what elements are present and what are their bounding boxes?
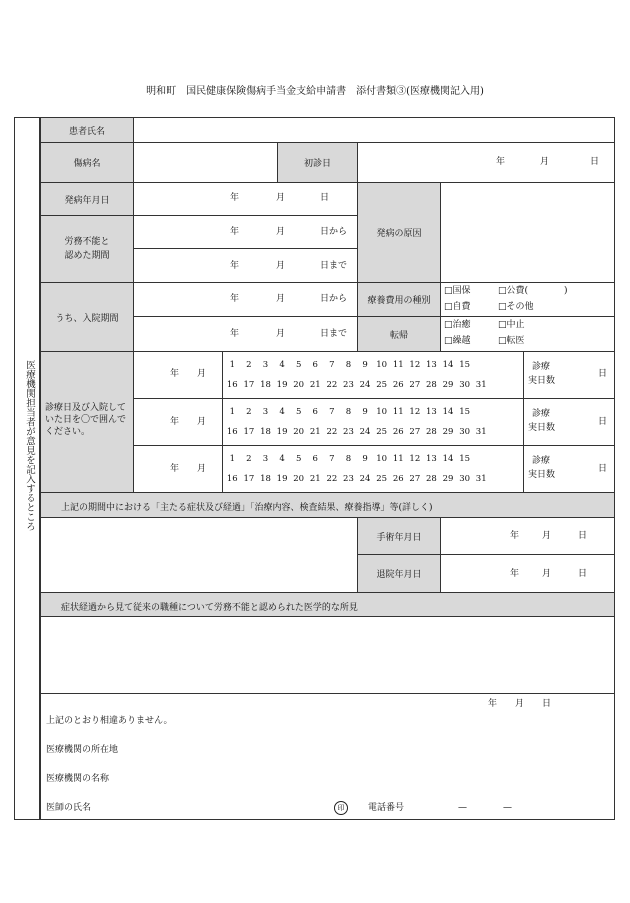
discharge-date-field[interactable] <box>440 554 615 593</box>
option-kouhi[interactable]: □公費( ) <box>498 286 568 296</box>
certify-text: 上記のとおり相違ありません。 <box>46 716 173 726</box>
days-row-2b: 16 17 18 19 20 21 22 23 24 25 26 27 28 29 30 31 <box>226 427 487 437</box>
discharge-date-label: 退院年月日 <box>357 554 441 593</box>
option-kokuho[interactable]: □国保 <box>444 286 471 296</box>
visit-days-label: 診療日及び入院していた日を〇で囲んでください。 <box>40 351 134 493</box>
visit-count-label1: 診療 <box>532 456 551 466</box>
days-row-3b: 16 17 18 19 20 21 22 23 24 25 26 27 28 29 30 31 <box>226 474 487 484</box>
incap-to-month: 月 <box>276 261 286 271</box>
doctor-name-label[interactable]: 医師の氏名 <box>46 803 92 813</box>
visit-count-unit: 日 <box>598 369 608 379</box>
hosp-to-label: 日まで <box>320 329 348 339</box>
discharge-day: 日 <box>578 569 588 579</box>
phone-label[interactable]: 電話番号 <box>368 803 405 813</box>
visit-count-unit: 日 <box>598 464 608 474</box>
visit-count-label1: 診療 <box>532 409 551 419</box>
outcome-label: 転帰 <box>357 316 441 352</box>
incap-to-year: 年 <box>230 261 240 271</box>
discharge-month: 月 <box>542 569 552 579</box>
patient-name-label: 患者氏名 <box>40 117 134 143</box>
onset-cause-label: 発病の原因 <box>357 182 441 283</box>
first-visit-year: 年 <box>496 157 506 167</box>
onset-cause-field[interactable] <box>440 182 615 283</box>
month-row-days[interactable] <box>222 351 524 399</box>
first-visit-field[interactable] <box>357 142 615 183</box>
side-label: 医療機関担当者が意見を記入するところ <box>24 360 35 531</box>
first-visit-day: 日 <box>590 157 600 167</box>
days-row-1b: 16 17 18 19 20 21 22 23 24 25 26 27 28 29 30 31 <box>226 380 487 390</box>
visit-count-label2: 実日数 <box>528 470 556 480</box>
seal-mark: 印 <box>334 801 348 815</box>
onset-date-label: 発病年月日 <box>40 182 134 216</box>
visit-count-label2: 実日数 <box>528 376 556 386</box>
visit-count-label2: 実日数 <box>528 423 556 433</box>
days-row-1a: 1 2 3 4 5 6 7 8 9 10 11 12 13 14 15 <box>229 360 471 370</box>
month-row-days[interactable] <box>222 445 524 493</box>
sign-date: 年 月 日 <box>488 699 552 709</box>
first-visit-label: 初診日 <box>277 142 358 183</box>
disease-name-field[interactable] <box>133 142 278 183</box>
hosp-from-label: 日から <box>320 294 348 304</box>
patient-name-field[interactable] <box>133 117 615 143</box>
surgery-date-field[interactable] <box>440 517 615 555</box>
option-continue[interactable]: □繰越 <box>444 336 471 346</box>
phone-dashes: — — <box>458 803 513 813</box>
hosp-to-year: 年 <box>230 329 240 339</box>
opinion-field[interactable] <box>40 616 615 694</box>
incap-from-month: 月 <box>276 227 286 237</box>
signature-area <box>40 693 615 820</box>
facility-name-label[interactable]: 医療機関の名称 <box>46 774 110 784</box>
discharge-year: 年 <box>510 569 520 579</box>
disease-name-label: 傷病名 <box>40 142 134 183</box>
month-row-ym-text: 年 月 <box>170 464 207 474</box>
visit-count-label1: 診療 <box>532 362 551 372</box>
option-transfer[interactable]: □転医 <box>498 336 525 346</box>
surgery-date-label: 手術年月日 <box>357 517 441 555</box>
symptoms-header: 上記の期間中における「主たる症状及び経過」「治療内容、検査結果、療養指導」等(詳しく) <box>40 492 615 518</box>
option-jihi[interactable]: □自費 <box>444 302 471 312</box>
opinion-header: 症状経過から見て従来の職種について労務不能と認められた医学的な所見 <box>40 592 615 617</box>
option-other[interactable]: □その他 <box>498 302 534 312</box>
days-row-2a: 1 2 3 4 5 6 7 8 9 10 11 12 13 14 15 <box>229 407 471 417</box>
month-row-ym-text: 年 月 <box>170 417 207 427</box>
incapacity-period-label: 労務不能と 認めた期間 <box>40 215 134 283</box>
first-visit-month: 月 <box>540 157 550 167</box>
month-row-ym-text: 年 月 <box>170 369 207 379</box>
hosp-from-month: 月 <box>276 294 286 304</box>
option-cure[interactable]: □治癒 <box>444 320 471 330</box>
option-stop[interactable]: □中止 <box>498 320 525 330</box>
hospital-period-label: うち、入院期間 <box>40 282 134 352</box>
days-row-3a: 1 2 3 4 5 6 7 8 9 10 11 12 13 14 15 <box>229 454 471 464</box>
address-label[interactable]: 医療機関の所在地 <box>46 745 119 755</box>
onset-month: 月 <box>276 193 286 203</box>
incap-from-year: 年 <box>230 227 240 237</box>
surgery-year: 年 <box>510 531 520 541</box>
month-row-days[interactable] <box>222 398 524 446</box>
onset-year: 年 <box>230 193 240 203</box>
visit-count-unit: 日 <box>598 417 608 427</box>
incap-to-label: 日まで <box>320 261 348 271</box>
treatment-type-label: 療養費用の種別 <box>357 282 441 317</box>
incap-from-label: 日から <box>320 227 348 237</box>
hosp-to-month: 月 <box>276 329 286 339</box>
surgery-month: 月 <box>542 531 552 541</box>
onset-day: 日 <box>320 193 330 203</box>
form-title: 明和町 国民健康保険傷病手当金支給申請書 添付書類③(医療機関記入用) <box>146 86 484 97</box>
hosp-from-year: 年 <box>230 294 240 304</box>
symptoms-field[interactable] <box>40 517 358 593</box>
surgery-day: 日 <box>578 531 588 541</box>
